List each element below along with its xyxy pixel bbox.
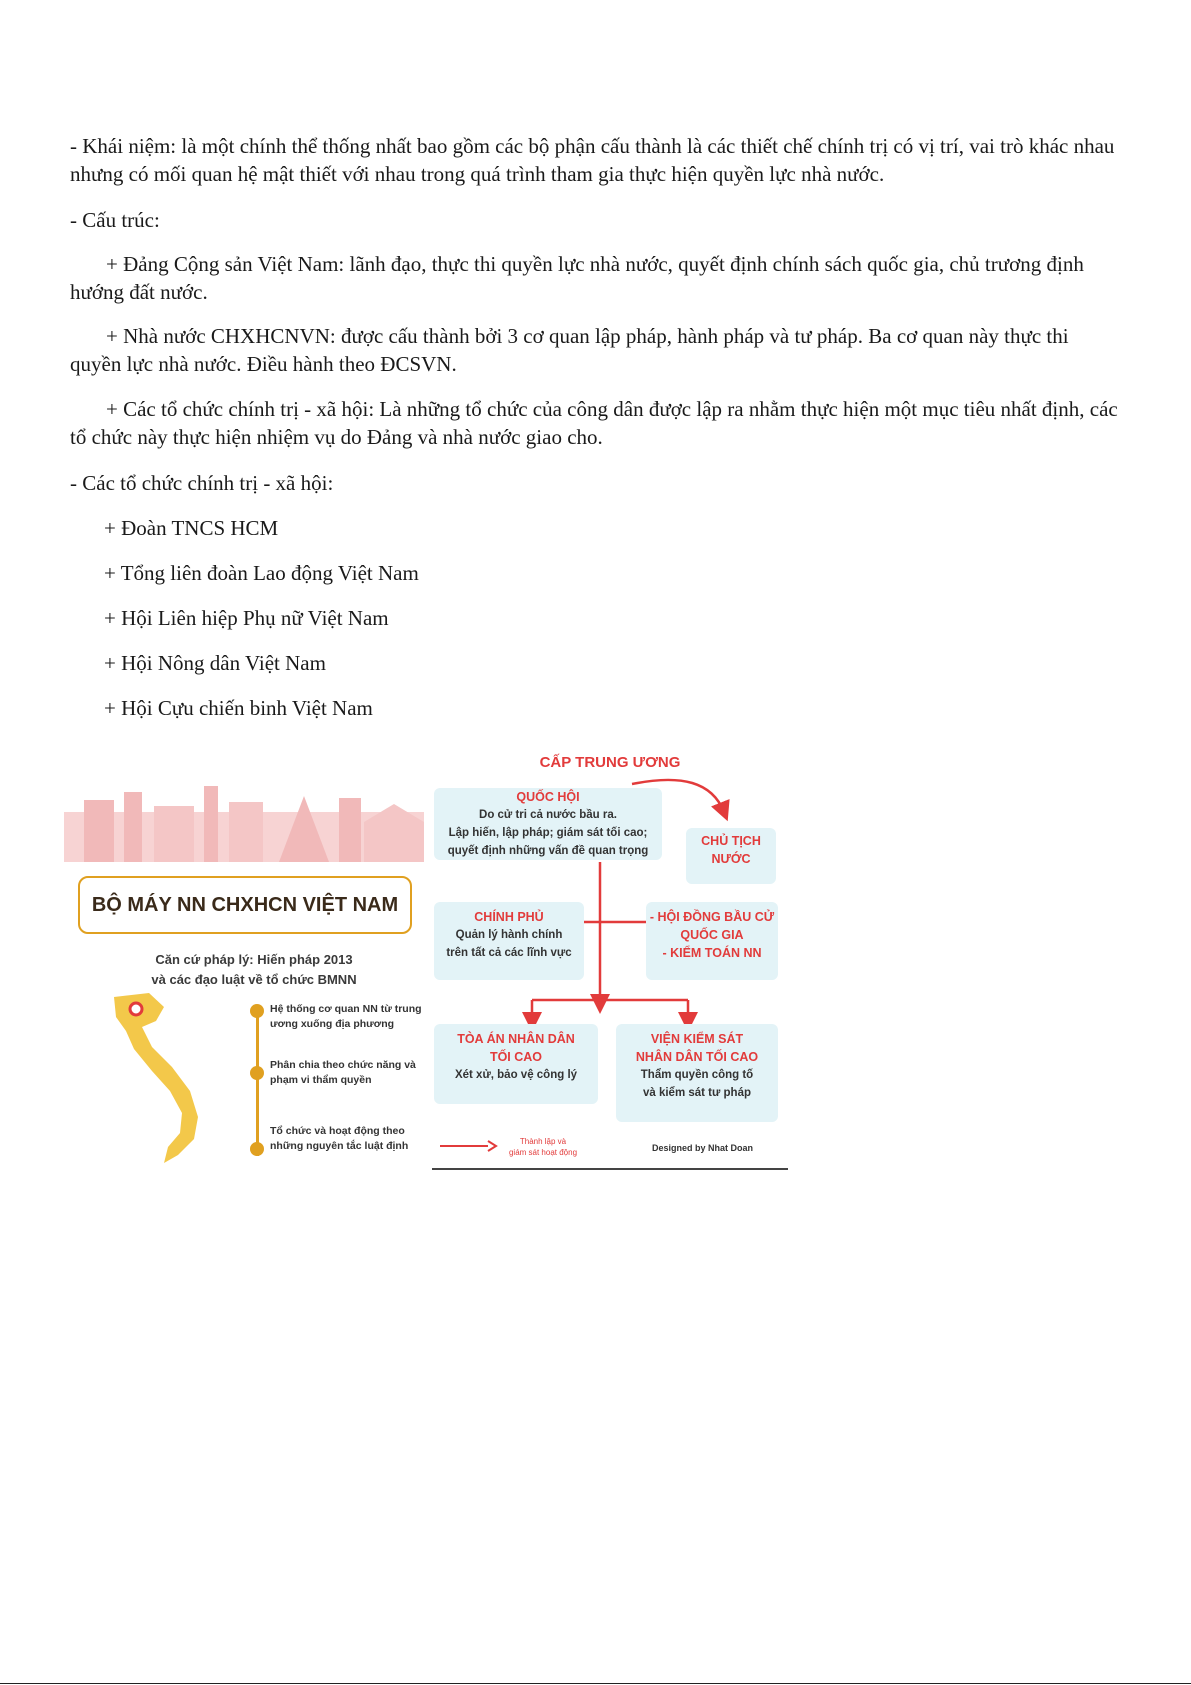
designer-credit: Designed by Nhat Doan <box>652 1143 754 1153</box>
timeline-text: Hệ thống cơ quan NN từ trung ương xuống địa phương <box>270 1003 422 1030</box>
supreme-court-box <box>434 1024 598 1104</box>
paragraph-concept: - Khái niệm: là một chính thể thống nhất bao gồm các bộ phận cấu thành là các thiết chế chính trị có vị trí, vai trò khác nhau nhưng có mối quan hệ mật thiết với nhau trong quá trình tham gia thực hiện quyền lực nhà nước. <box>70 134 1115 186</box>
timeline-dot <box>250 1142 264 1156</box>
skyline-illustration <box>64 782 424 862</box>
infographic-bottom-rule <box>432 1168 788 1170</box>
supreme-procuracy-box <box>616 1024 778 1122</box>
election-council-line: QUỐC GIA <box>680 928 744 942</box>
supreme-procuracy-line: và kiểm sát tư pháp <box>642 1087 752 1099</box>
legend-line: giám sát hoạt động <box>508 1148 578 1157</box>
list-item: + Đoàn TNCS HCM <box>104 516 279 540</box>
president-line: NƯỚC <box>711 852 751 866</box>
government-box <box>434 902 584 980</box>
legal-basis <box>104 950 404 990</box>
paragraph-state: + Nhà nước CHXHCNVN: được cấu thành bởi 3 cơ quan lập pháp, hành pháp và tư pháp. Ba cơ quan này thực thi quyền lực nhà nước. Điều hành theo ĐCSVN. <box>70 324 1069 376</box>
timeline-dot <box>250 1066 264 1080</box>
paragraph-organizations-heading: - Các tổ chức chính trị - xã hội: <box>70 471 334 495</box>
legend-text <box>498 1136 588 1158</box>
paragraph-organizations: + Các tổ chức chính trị - xã hội: Là những tổ chức của công dân được lập ra nhằm thực hiện một mục tiêu nhất định, các tổ chức này thực hiện nhiệm vụ do Đảng và nhà nước giao cho. <box>70 397 1118 449</box>
national-assembly-line: quyết định những vấn đề quan trọng <box>447 845 649 857</box>
timeline-text: Tổ chức và hoạt động theo những nguyên tắc luật định <box>270 1125 409 1152</box>
page-footer-rule <box>0 1683 1191 1684</box>
legal-basis-line: Căn cứ pháp lý: Hiến pháp 2013 <box>155 952 353 967</box>
vietnam-map-icon <box>94 987 244 1172</box>
central-level-label: CẤP TRUNG ƯƠNG <box>539 754 681 771</box>
paragraph-structure-heading: - Cấu trúc: <box>70 208 160 232</box>
election-council-box <box>646 902 778 980</box>
national-assembly-line: Do cử tri cả nước bầu ra. <box>479 809 617 821</box>
state-audit-line: - KIỂM TOÁN NN <box>662 946 762 960</box>
supreme-procuracy-line: NHÂN DÂN TỐI CAO <box>635 1050 759 1064</box>
supreme-court-line: TÒA ÁN NHÂN DÂN <box>457 1032 575 1046</box>
national-assembly-title: QUỐC HỘI <box>516 790 580 804</box>
supreme-procuracy-line: VIỆN KIỂM SÁT <box>650 1032 744 1046</box>
legend-line: Thành lập và <box>519 1137 567 1146</box>
supreme-court-line: TỐI CAO <box>489 1050 543 1064</box>
legal-basis-line: và các đạo luật về tổ chức BMNN <box>151 972 357 987</box>
supreme-court-line: Xét xử, bảo vệ công lý <box>454 1069 578 1081</box>
supreme-procuracy-line: Thẩm quyền công tố <box>640 1069 754 1081</box>
paragraph-party: + Đảng Cộng sản Việt Nam: lãnh đạo, thực thi quyền lực nhà nước, quyết định chính sách quốc gia, chủ trương định hướng đất nước. <box>70 252 1084 304</box>
president-box <box>686 828 776 884</box>
election-council-line: - HỘI ĐỒNG BẦU CỬ <box>649 910 775 924</box>
timeline-text: Phân chia theo chức năng và phạm vi thẩm quyền <box>270 1059 416 1086</box>
list-item: + Hội Cựu chiến binh Việt Nam <box>104 696 373 720</box>
timeline-line <box>256 1006 259 1156</box>
government-line: Quản lý hành chính <box>455 929 563 941</box>
national-assembly-box <box>434 788 662 860</box>
infographic-left-panel <box>64 782 424 1172</box>
legend-arrow-icon <box>438 1140 498 1152</box>
list-item: + Tổng liên đoàn Lao động Việt Nam <box>104 561 419 585</box>
principles-timeline <box>244 1000 424 1170</box>
infographic-title: BỘ MÁY NN CHXHCN VIỆT NAM <box>78 876 412 934</box>
government-title: CHÍNH PHỦ <box>474 910 544 924</box>
list-item: + Hội Nông dân Việt Nam <box>104 651 326 675</box>
timeline-dot <box>250 1004 264 1018</box>
infographic-right-panel <box>432 752 788 1172</box>
government-line: trên tất cả các lĩnh vực <box>446 947 572 959</box>
state-apparatus-infographic <box>64 752 788 1172</box>
list-item: + Hội Liên hiệp Phụ nữ Việt Nam <box>104 606 389 630</box>
president-line: CHỦ TỊCH <box>701 834 761 848</box>
national-assembly-line: Lập hiến, lập pháp; giám sát tối cao; <box>448 827 648 839</box>
